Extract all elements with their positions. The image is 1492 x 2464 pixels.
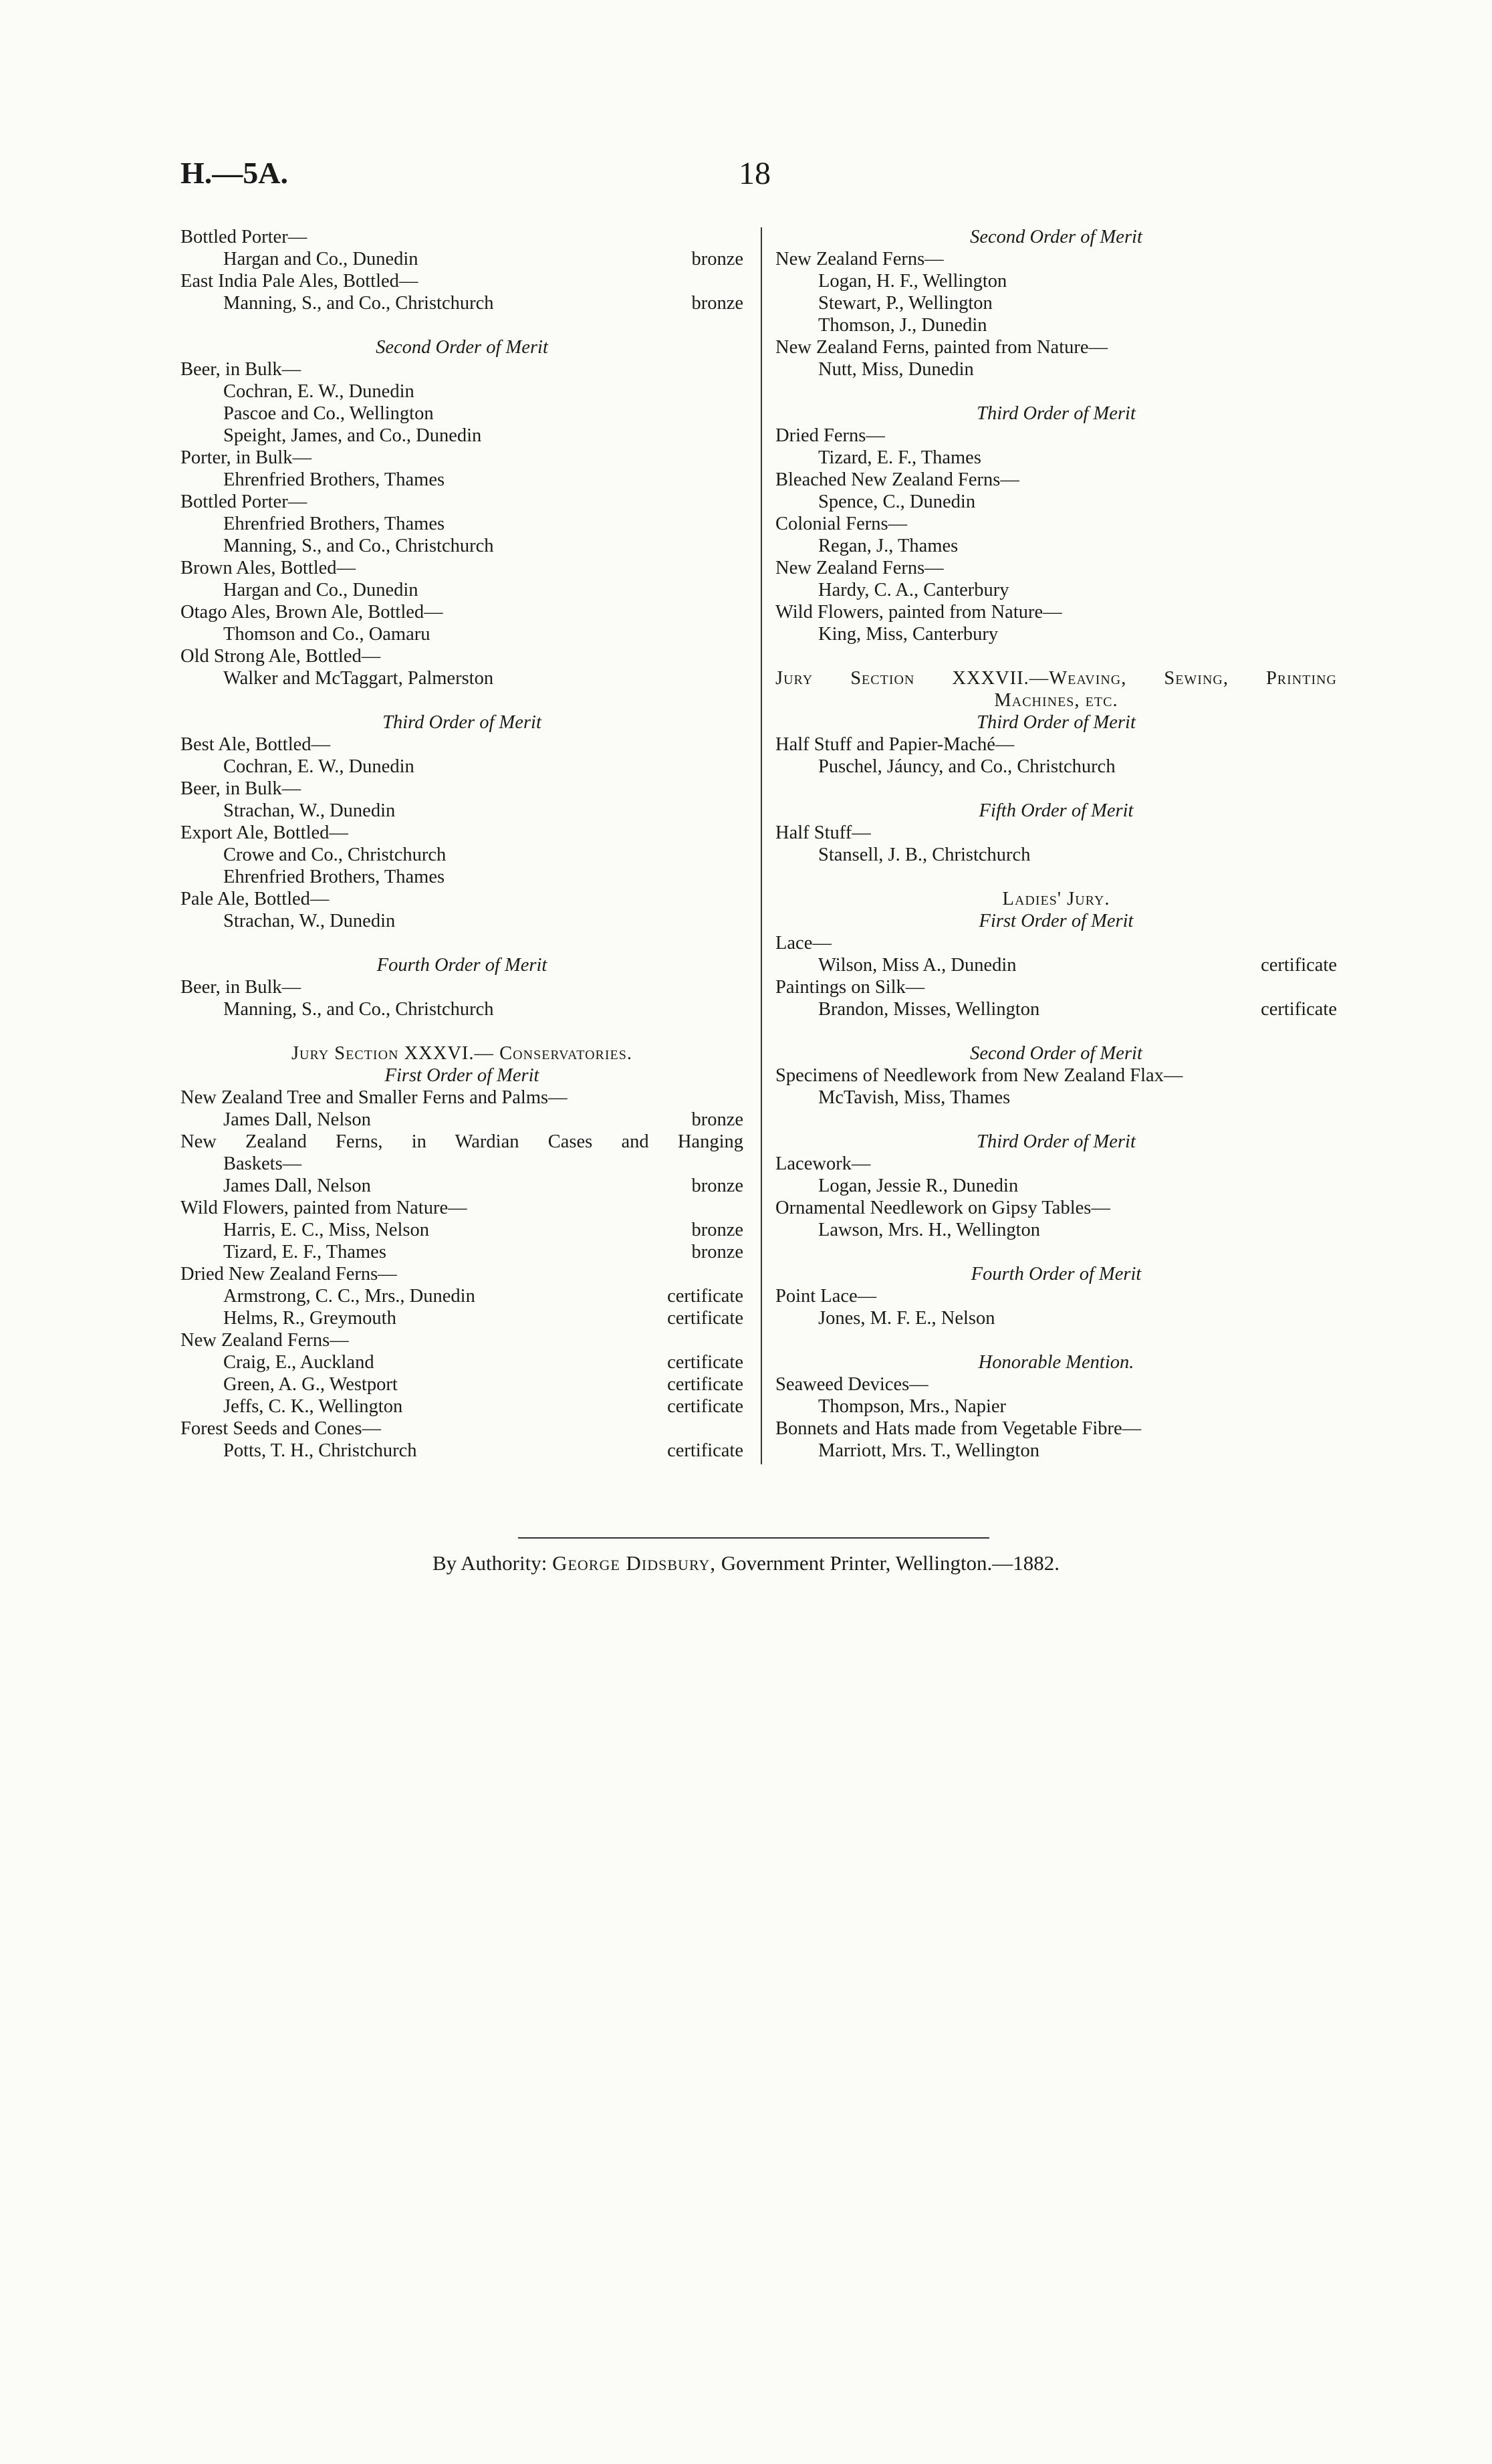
exhibitor-name: Hargan and Co., Dunedin [223,249,418,269]
exhibit-category: New Zealand Ferns— [775,558,944,578]
award-entry [775,844,1337,866]
exhibitor-name: Ehrenfried Brothers, Thames [223,514,445,534]
exhibit-category: Specimens of Needlework from New Zealand Flax— [775,1065,1183,1086]
exhibit-category: Bonnets and Hats made from Vegetable Fibre— [775,1418,1142,1439]
award-type: bronze [691,249,743,269]
award-type: certificate [667,1396,743,1417]
exhibitor-name: Ehrenfried Brothers, Thames [223,867,445,887]
exhibitor-name: Brandon, Misses, Wellington [818,999,1040,1020]
merit-heading: Fourth Order of Merit [376,955,547,976]
exhibitor-name: Manning, S., and Co., Christchurch [223,293,494,314]
award-entry [180,1285,743,1307]
award-entry [180,1109,743,1131]
award-entry [775,1087,1337,1109]
award-entry [180,1175,743,1197]
exhibitor-name: Wilson, Miss A., Dunedin [818,955,1017,976]
imprint-printer: George Didsbury, [552,1551,717,1575]
award-type: certificate [667,1352,743,1373]
exhibit-category: New Zealand Tree and Smaller Ferns and Palms— [180,1087,568,1108]
award-entry [180,1241,743,1263]
footer-rule [518,1537,989,1539]
exhibit-category: Otago Ales, Brown Ale, Bottled— [180,602,443,623]
exhibit-category: Bottled Porter— [180,227,307,247]
exhibit-category: Wild Flowers, painted from Nature— [180,1198,467,1218]
exhibitor-name: Armstrong, C. C., Mrs., Dunedin [223,1286,475,1307]
exhibitor-name: James Dall, Nelson [223,1175,371,1196]
exhibitor-name: Cochran, E. W., Dunedin [223,756,414,777]
exhibit-category: Lace— [775,933,832,954]
award-entry [180,1153,743,1175]
exhibit-category: Dried New Zealand Ferns— [180,1264,397,1284]
award-entry [775,579,1337,601]
exhibit-category: Best Ale, Bottled— [180,734,331,755]
exhibitor-name: Logan, Jessie R., Dunedin [818,1175,1019,1196]
exhibitor-name: Hargan and Co., Dunedin [223,580,418,600]
jury-section-title-cont: Machines, etc. [994,690,1118,711]
exhibitor-name: Baskets— [223,1153,302,1174]
exhibitor-name: James Dall, Nelson [223,1109,371,1130]
exhibit-category: New Zealand Ferns, painted from Nature— [775,337,1108,358]
award-type: bronze [691,1220,743,1240]
imprint-suffix: Government Printer, Wellington.—1882. [721,1551,1060,1575]
exhibitor-name: Harris, E. C., Miss, Nelson [223,1220,429,1240]
left-column [180,226,743,1462]
page-number: 18 [739,156,771,191]
exhibit-category: Seaweed Devices— [775,1374,928,1395]
document-code: H.—5A. [180,156,288,190]
jury-section-title: Jury Section XXXVII.—Weaving, Sewing, Printing [775,668,1337,689]
award-entry [180,248,743,270]
award-type: certificate [667,1286,743,1307]
exhibit-category: Paintings on Silk— [775,977,925,998]
award-type: certificate [667,1308,743,1329]
exhibit-category: Wild Flowers, painted from Nature— [775,602,1062,623]
exhibitor-name: Ehrenfried Brothers, Thames [223,469,445,490]
award-entry [775,756,1337,778]
award-entry [180,998,743,1020]
award-entry [775,270,1337,292]
exhibit-category: Pale Ale, Bottled— [180,889,330,909]
exhibitor-name: Regan, J., Thames [818,536,959,556]
exhibitor-name: Puschel, Jáuncy, and Co., Christchurch [818,756,1116,777]
award-entry [775,314,1337,336]
exhibitor-name: Helms, R., Greymouth [223,1308,396,1329]
award-entry [180,667,743,689]
exhibitor-name: Tizard, E. F., Thames [818,447,981,468]
jury-section-title: Ladies' Jury. [1002,889,1110,909]
award-entry [180,910,743,932]
exhibit-category: Lacework— [775,1153,871,1174]
exhibit-category: Porter, in Bulk— [180,447,312,468]
award-entry [180,535,743,557]
exhibitor-name: Manning, S., and Co., Christchurch [223,536,494,556]
exhibitor-name: Cochran, E. W., Dunedin [223,381,414,402]
exhibitor-name: Thomson and Co., Oamaru [223,624,430,645]
exhibitor-name: Stansell, J. B., Christchurch [818,845,1031,865]
award-type: bronze [691,1242,743,1262]
exhibitor-name: Pascoe and Co., Wellington [223,403,434,424]
exhibitor-name: Strachan, W., Dunedin [223,911,396,931]
award-entry [775,292,1337,314]
exhibit-category: Beer, in Bulk— [180,359,301,380]
exhibit-category: Half Stuff— [775,822,871,843]
exhibitor-name: Thomson, J., Dunedin [818,315,987,336]
award-entry [775,1219,1337,1241]
award-entry [775,998,1337,1020]
exhibit-category: Bottled Porter— [180,491,307,512]
award-entry [775,954,1337,976]
award-entry [775,1440,1337,1462]
exhibit-category: Forest Seeds and Cones— [180,1418,382,1439]
award-entry [775,491,1337,513]
jury-section-title: Jury Section XXXVI.— Conservatories. [291,1043,633,1064]
exhibitor-name: Thompson, Mrs., Napier [818,1396,1007,1417]
award-type: certificate [1261,999,1337,1020]
award-type: certificate [667,1440,743,1461]
merit-heading: Second Order of Merit [970,1043,1142,1064]
award-entry [180,292,743,314]
award-type: certificate [1261,955,1337,976]
imprint-footer [0,1551,1492,1575]
exhibitor-name: Craig, E., Auckland [223,1352,374,1373]
exhibit-category: Brown Ales, Bottled— [180,558,356,578]
award-entry [775,535,1337,557]
merit-heading: Honorable Mention. [978,1352,1134,1373]
award-entry [180,513,743,535]
award-entry [180,380,743,403]
exhibitor-name: Jones, M. F. E., Nelson [818,1308,995,1329]
award-entry [180,756,743,778]
exhibitor-name: Manning, S., and Co., Christchurch [223,999,494,1020]
exhibitor-name: Green, A. G., Westport [223,1374,398,1395]
award-entry [180,579,743,601]
exhibitor-name: Nutt, Miss, Dunedin [818,359,974,380]
exhibitor-name: Walker and McTaggart, Palmerston [223,668,494,689]
merit-heading: Second Order of Merit [376,337,548,358]
merit-heading: Third Order of Merit [382,712,541,733]
exhibit-category: Dried Ferns— [775,425,885,446]
award-entry [775,1395,1337,1418]
award-entry [180,623,743,645]
award-entry [180,1395,743,1418]
award-type: bronze [691,1109,743,1130]
merit-heading: Fourth Order of Merit [971,1264,1142,1284]
exhibit-category: Point Lace— [775,1286,877,1307]
award-entry [775,1307,1337,1329]
exhibitor-name: Strachan, W., Dunedin [223,800,396,821]
award-entry [775,358,1337,380]
exhibit-category: Beer, in Bulk— [180,778,301,799]
award-entry [180,800,743,822]
exhibit-category: Old Strong Ale, Bottled— [180,646,381,667]
exhibit-category: New Zealand Ferns, in Wardian Cases and Hanging [180,1131,743,1152]
merit-heading: Second Order of Merit [970,227,1142,247]
merit-heading: First Order of Merit [384,1065,539,1086]
exhibitor-name: Stewart, P., Wellington [818,293,993,314]
merit-heading: Fifth Order of Merit [979,800,1134,821]
award-entry [775,447,1337,469]
award-entry [775,1175,1337,1197]
exhibitor-name: Potts, T. H., Christchurch [223,1440,417,1461]
award-entry [180,1373,743,1395]
merit-heading: Third Order of Merit [977,1131,1136,1152]
exhibitor-name: Logan, H. F., Wellington [818,271,1007,292]
exhibit-category: Half Stuff and Papier-Maché— [775,734,1015,755]
exhibit-category: Beer, in Bulk— [180,977,301,998]
award-entry [775,623,1337,645]
exhibit-category: New Zealand Ferns— [775,249,944,269]
exhibitor-name: Marriott, Mrs. T., Wellington [818,1440,1039,1461]
exhibitor-name: Tizard, E. F., Thames [223,1242,386,1262]
exhibit-category: Bleached New Zealand Ferns— [775,469,1019,490]
imprint-prefix: By Authority: [432,1551,547,1575]
exhibitor-name: Spence, C., Dunedin [818,491,976,512]
award-entry [180,1307,743,1329]
award-entry [180,1219,743,1241]
award-type: bronze [691,293,743,314]
exhibitor-name: Lawson, Mrs. H., Wellington [818,1220,1041,1240]
exhibitor-name: Crowe and Co., Christchurch [223,845,447,865]
award-entry [180,866,743,888]
exhibit-category: Ornamental Needlework on Gipsy Tables— [775,1198,1110,1218]
award-entry [180,425,743,447]
merit-heading: First Order of Merit [979,911,1134,931]
column-divider [761,227,762,1464]
exhibitor-name: Hardy, C. A., Canterbury [818,580,1009,600]
award-type: bronze [691,1175,743,1196]
exhibit-category: Export Ale, Bottled— [180,822,348,843]
award-entry [180,844,743,866]
award-entry [180,469,743,491]
exhibitor-name: Jeffs, C. K., Wellington [223,1396,403,1417]
exhibitor-name: King, Miss, Canterbury [818,624,999,645]
exhibit-category: New Zealand Ferns— [180,1330,349,1351]
award-entry [180,1351,743,1373]
exhibitor-name: Speight, James, and Co., Dunedin [223,425,482,446]
exhibitor-name: McTavish, Miss, Thames [818,1087,1011,1108]
exhibit-category: Colonial Ferns— [775,514,908,534]
award-entry [180,403,743,425]
award-type: certificate [667,1374,743,1395]
exhibit-category: East India Pale Ales, Bottled— [180,271,418,292]
merit-heading: Third Order of Merit [977,712,1136,733]
right-column [775,226,1337,1462]
merit-heading: Third Order of Merit [977,403,1136,424]
award-entry [180,1440,743,1462]
